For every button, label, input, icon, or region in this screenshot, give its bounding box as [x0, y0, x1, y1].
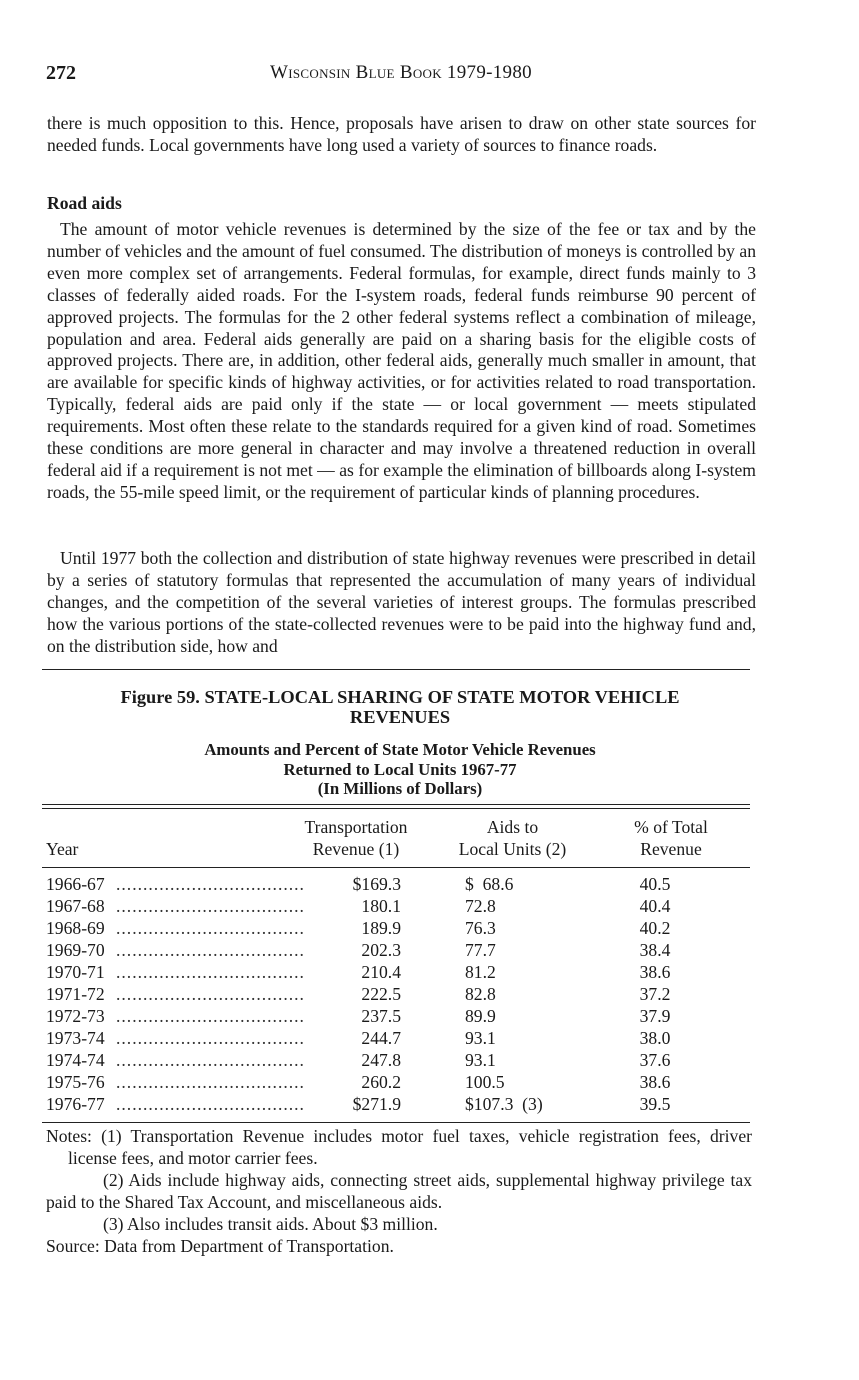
cell-transportation-revenue: 210.4 [361, 962, 401, 982]
note-3: (3) Also includes transit aids. About $3 million. [103, 1213, 438, 1234]
table-row [46, 939, 750, 961]
note-2: (2) Aids include highway aids, connecting street aids, supplemental highway privilege tax paid to the Shared Tax Account, and miscellaneous aids. [46, 1169, 752, 1212]
page-header [46, 62, 756, 88]
dot-leader: ................................... [116, 874, 305, 894]
cell-percent-of-total: 40.2 [639, 918, 671, 938]
cell-percent-of-total: 40.5 [639, 874, 671, 894]
road-aids-paragraph-1 [47, 219, 756, 504]
dot-leader: ................................... [116, 984, 305, 1004]
cell-percent-of-total: 37.6 [639, 1050, 671, 1070]
header-line: % of Total [634, 817, 708, 837]
row-year: 1969-70 [46, 940, 105, 960]
cell-transportation-revenue: 222.5 [361, 984, 401, 1004]
row-year: 1976-77 [46, 1094, 105, 1114]
figure-title-line-2: REVENUES [349, 707, 451, 727]
cell-aids-to-local-units: 72.8 [465, 896, 496, 916]
cell-aids-to-local-units: 93.1 [465, 1028, 496, 1048]
cell-percent-of-total: 37.9 [639, 1006, 671, 1026]
dot-leader: ................................... [116, 1006, 305, 1026]
figure-title-line-1: Figure 59. STATE-LOCAL SHARING OF STATE MOTOR VEHICLE [120, 687, 680, 707]
dot-leader: ................................... [116, 940, 305, 960]
section-heading: Road aids [47, 193, 122, 213]
header-line: Local Units (2) [458, 839, 567, 859]
row-year: 1973-74 [46, 1028, 105, 1048]
column-header-percent-of-total [585, 816, 757, 860]
row-year: 1974-74 [46, 1050, 105, 1070]
table-top-rule-1 [42, 804, 750, 805]
dot-leader: ................................... [116, 1072, 305, 1092]
cell-transportation-revenue: 244.7 [361, 1028, 401, 1048]
table-notes [46, 1126, 752, 1257]
figure-subtitle-line-2: Returned to Local Units 1967-77 [283, 759, 517, 779]
row-year: 1971-72 [46, 984, 105, 1004]
table-row [46, 1093, 750, 1115]
table-row [46, 1049, 750, 1071]
header-line: Transportation [304, 817, 408, 837]
dot-leader: ................................... [116, 896, 305, 916]
table-row [46, 917, 750, 939]
running-head: Wisconsin Blue Book 1979-1980 [270, 62, 532, 83]
table-row [46, 873, 750, 895]
figure-title [40, 687, 760, 727]
cell-transportation-revenue: 260.2 [361, 1072, 401, 1092]
column-header-aids-to-local-units [425, 816, 600, 860]
note-1: Notes: (1) Transportation Revenue includes motor fuel taxes, vehicle registration fees, driver license fees, and motor carrier fees. [46, 1126, 752, 1168]
table-row [46, 1071, 750, 1093]
cell-aids-to-local-units: 93.1 [465, 1050, 496, 1070]
row-year: 1972-73 [46, 1006, 105, 1026]
row-year: 1975-76 [46, 1072, 105, 1092]
header-line: Aids to [486, 817, 539, 837]
header-line: Revenue [640, 839, 702, 859]
table-row [46, 961, 750, 983]
cell-aids-to-local-units: $107.3 (3) [465, 1094, 543, 1114]
cell-aids-to-local-units: 81.2 [465, 962, 496, 982]
paragraph-text: Until 1977 both the collection and distribution of state highway revenues were prescribed in detail by a series of statutory formulas that represented the accumulation of many years of individual changes, and the competition of the several varieties of interest groups. The formulas prescribed how the various portions of the state-collected revenues were to be paid into the highway fund and, on the distribution side, how and [47, 548, 756, 656]
row-year: 1968-69 [46, 918, 105, 938]
column-header-year: Year [46, 839, 79, 859]
dot-leader: ................................... [116, 1028, 305, 1048]
dot-leader: ................................... [116, 1050, 305, 1070]
table-row [46, 1005, 750, 1027]
cell-aids-to-local-units: 76.3 [465, 918, 496, 938]
cell-aids-to-local-units: 89.9 [465, 1006, 496, 1026]
table-row [46, 1027, 750, 1049]
cell-percent-of-total: 39.5 [639, 1094, 671, 1114]
row-year: 1967-68 [46, 896, 105, 916]
cell-percent-of-total: 38.6 [639, 962, 671, 982]
row-year: 1966-67 [46, 874, 105, 894]
table-header-rule [42, 867, 750, 868]
cell-transportation-revenue: 202.3 [361, 940, 401, 960]
row-year: 1970-71 [46, 962, 105, 982]
cell-percent-of-total: 37.2 [639, 984, 671, 1004]
cell-aids-to-local-units: 100.5 [465, 1072, 505, 1092]
road-aids-paragraph-2 [47, 548, 756, 658]
cell-transportation-revenue: $271.9 [352, 1094, 401, 1114]
source-note: Source: Data from Department of Transportation. [46, 1235, 394, 1256]
table-row [46, 983, 750, 1005]
figure-subtitle-line-1: Amounts and Percent of State Motor Vehicle Revenues [204, 740, 596, 759]
cell-transportation-revenue: 180.1 [361, 896, 401, 916]
table-bottom-rule [42, 1122, 750, 1123]
cell-transportation-revenue: $169.3 [352, 874, 401, 894]
table-top-rule-2 [42, 808, 750, 809]
cell-percent-of-total: 38.0 [639, 1028, 671, 1048]
column-header-transportation-revenue [270, 816, 442, 860]
dot-leader: ................................... [116, 918, 305, 938]
intro-paragraph: there is much opposition to this. Hence, proposals have arisen to draw on other state sources for needed funds. Local governments have long used a variety of sources to finance roads. [47, 113, 756, 155]
cell-percent-of-total: 40.4 [639, 896, 671, 916]
figure-subtitle [40, 740, 760, 799]
cell-transportation-revenue: 237.5 [361, 1006, 401, 1026]
header-line: Revenue (1) [312, 839, 400, 859]
cell-percent-of-total: 38.4 [639, 940, 671, 960]
cell-aids-to-local-units: 82.8 [465, 984, 496, 1004]
cell-aids-to-local-units: 77.7 [465, 940, 496, 960]
figure-subtitle-line-3: (In Millions of Dollars) [317, 779, 483, 798]
page-number: 272 [46, 62, 76, 84]
paragraph-text: The amount of motor vehicle revenues is determined by the size of the fee or tax and by the number of vehicles and the amount of fuel consumed. The distribution of moneys is controlled by an even more complex set of arrangements. Federal formulas, for example, direct funds mainly to 3 classes of federally aided roads. For the I-system roads, federal funds reimburse 90 percent of approved projects. The formulas for the 2 other federal systems reflect a combination of mileage, population and area. Federal aids generally are paid on a sharing basis for the eligible costs of approved projects. There are, in addition, other federal aids, generally much smaller in amount, that are available for specific kinds of highway activities, or for activities related to road transportation. Typically, federal aids are paid only if the state — or local government — meets stipulated requirements. Most often these relate to the standards required for a given kind of road. Sometimes these conditions are more general in character and may involve a threatened reduction in overall federal aid if a requirement is not met — as for example the elimination of billboards along I-system roads, the 55-mile speed limit, or the requirement of particular kinds of planning procedures. [47, 219, 756, 502]
section-divider [42, 669, 750, 670]
dot-leader: ................................... [116, 962, 305, 982]
cell-transportation-revenue: 247.8 [361, 1050, 401, 1070]
cell-percent-of-total: 38.6 [639, 1072, 671, 1092]
dot-leader: ................................... [116, 1094, 305, 1114]
cell-transportation-revenue: 189.9 [361, 918, 401, 938]
table-row [46, 895, 750, 917]
cell-aids-to-local-units: $ 68.6 [465, 874, 514, 894]
